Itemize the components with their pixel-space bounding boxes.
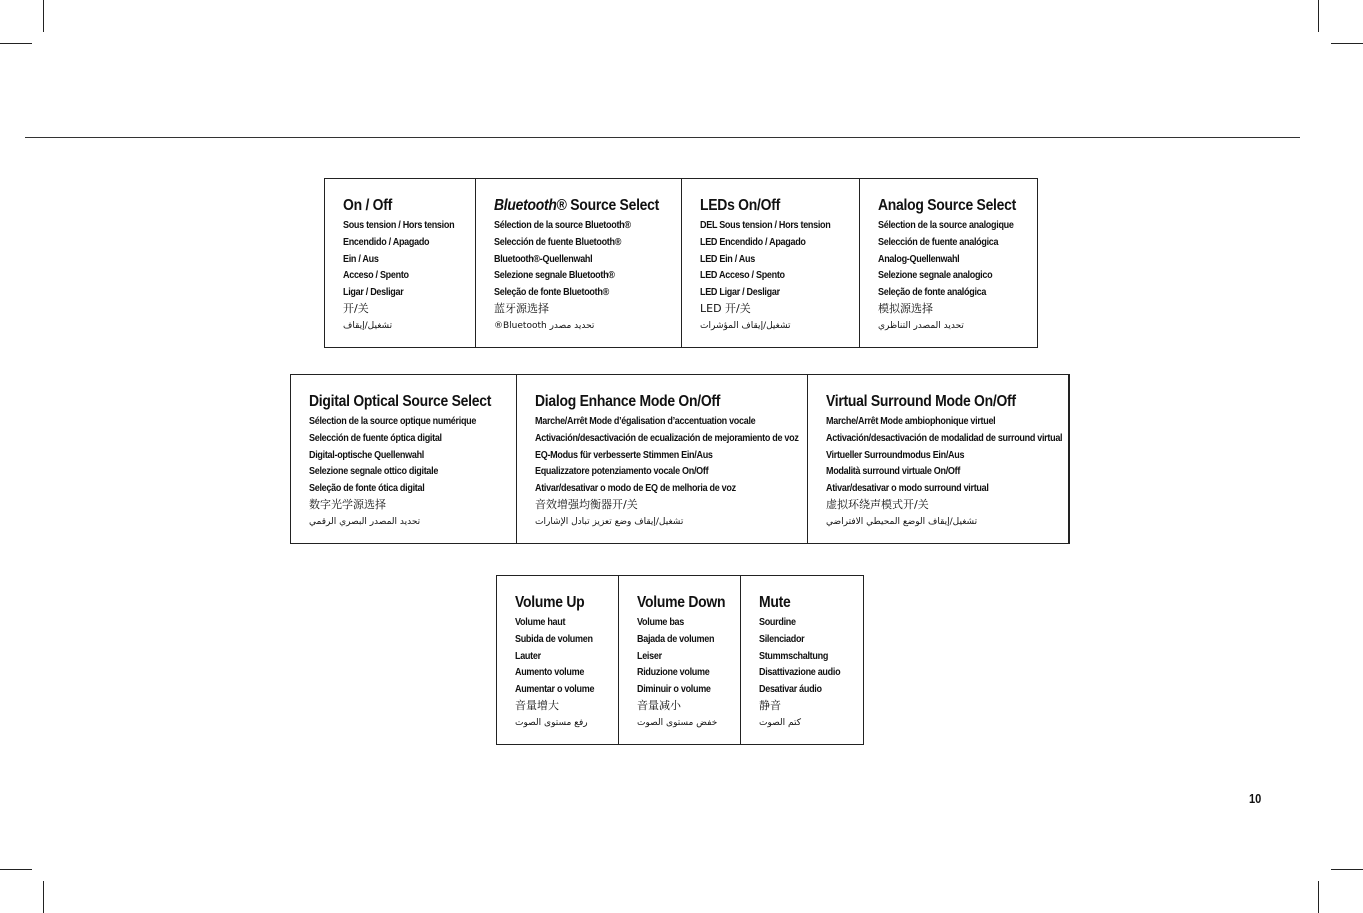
translation-line: Aumentar o volume [515, 683, 595, 696]
translation-line: Acceso / Spento [343, 269, 409, 282]
cell-title [637, 592, 726, 614]
crop-mark [1331, 43, 1363, 44]
button-table-1 [324, 178, 1038, 348]
translation-line: LED Ein / Aus [700, 252, 755, 265]
translation-line: 音量增大 [515, 698, 559, 712]
translation-line: Selección de fuente óptica digital [309, 431, 442, 444]
translation-line: Ein / Aus [343, 252, 379, 265]
crop-mark [43, 0, 44, 32]
translation-line: تشغيل/إيقاف الوضع المحيطي الافتراضي [826, 516, 978, 527]
translation-line: Virtueller Surroundmodus Ein/Aus [826, 448, 965, 461]
translation-line: Sélection de la source analogique [878, 219, 1014, 231]
header-rule [25, 137, 1300, 138]
translation-line: تشغيل/إيقاف المؤشرات [700, 320, 791, 331]
translation-line: Bluetooth®-Quellenwahl [494, 252, 593, 265]
translation-line: Equalizzatore potenziamento vocale On/Off [535, 465, 709, 478]
translation-line: Seleção de fonte analógica [878, 286, 987, 299]
translation-line: Seleção de fonte ótica digital [309, 482, 425, 495]
cell-title-text: Digital Optical Source Select [309, 393, 492, 410]
cell-title [826, 391, 1032, 413]
cell-analog-source [859, 179, 1037, 347]
cell-volume-up [497, 576, 618, 744]
cell-title-text: Virtual Surround Mode On/Off [826, 393, 1016, 410]
translation-line: تحديد مصدر Bluetooth® [494, 320, 595, 331]
cell-title-text: LEDs On/Off [700, 197, 780, 214]
crop-mark [1318, 0, 1319, 32]
translation-line: Sourdine [759, 616, 796, 628]
translation-line: Bajada de volumen [637, 632, 715, 645]
cell-title-text: Volume Up [515, 594, 585, 611]
crop-mark [43, 881, 44, 913]
cell-title [515, 592, 595, 614]
translation-line: Selezione segnale Bluetooth® [494, 269, 615, 282]
translation-line: تشغيل/إيقاف وضع تعزيز تبادل الإشارات [535, 516, 684, 527]
translation-line: Sous tension / Hors tension [343, 219, 455, 231]
translation-line: Subida de volumen [515, 632, 593, 645]
translation-line: Digital-optische Quellenwahl [309, 448, 425, 461]
translation-line: Desativar áudio [759, 683, 822, 696]
cell-mute [740, 576, 863, 744]
cell-title-italic: Bluetooth [494, 197, 557, 214]
cell-leds-on-off [681, 179, 859, 347]
translation-line: LED Ligar / Desligar [700, 286, 780, 299]
translation-line: Activación/desactivación de ecualización de mejoramiento de voz [535, 431, 799, 444]
cell-title [309, 391, 492, 413]
crop-mark [1318, 881, 1319, 913]
crop-mark [1331, 869, 1363, 870]
translation-line: Leiser [637, 649, 662, 662]
translation-line: 静音 [759, 698, 781, 712]
translation-line: 音量减小 [637, 698, 681, 712]
cell-title-text: Mute [759, 594, 791, 611]
translation-line: Diminuir o volume [637, 683, 711, 696]
translation-line: Sélection de la source optique numérique [309, 415, 477, 427]
translation-line: Volume bas [637, 616, 685, 628]
cell-bluetooth-source [475, 179, 681, 347]
translation-line: 模拟源选择 [878, 301, 933, 315]
translation-line: 音效增强均衡器开/关 [535, 497, 638, 511]
translation-line: Seleção de fonte Bluetooth® [494, 286, 609, 299]
cell-title-text: Volume Down [637, 594, 726, 611]
translation-line: 数字光学源选择 [309, 497, 386, 511]
translation-line: Selezione segnale ottico digitale [309, 465, 439, 478]
translation-line: تحديد المصدر البصري الرقمي [309, 516, 421, 527]
cell-title [700, 195, 831, 217]
cell-virtual-surround-mode [807, 375, 1069, 543]
translation-line: Aumento volume [515, 666, 585, 679]
page-number: 10 [1249, 791, 1262, 806]
translation-line: Selección de fuente analógica [878, 235, 999, 248]
translation-line: 开/关 [343, 301, 369, 315]
crop-mark [0, 869, 32, 870]
translation-line: Lauter [515, 649, 541, 662]
translation-line: 蓝牙源选择 [494, 301, 549, 315]
translation-line: Selezione segnale analogico [878, 269, 993, 282]
button-table-3 [496, 575, 864, 745]
cell-digital-optical-source [291, 375, 516, 543]
translation-line: 虚拟环绕声模式开/关 [826, 497, 929, 511]
cell-volume-down [618, 576, 740, 744]
translation-line: Selección de fuente Bluetooth® [494, 235, 622, 248]
translation-line: Ativar/desativar o modo de EQ de melhoria de voz [535, 482, 736, 495]
cell-title [535, 391, 767, 413]
cell-title-text: On / Off [343, 197, 392, 214]
cell-title [878, 195, 1017, 217]
translation-line: Ligar / Desligar [343, 286, 404, 299]
translation-line: Sélection de la source Bluetooth® [494, 219, 631, 231]
translation-line: Ativar/desativar o modo surround virtual [826, 482, 989, 495]
translation-line: DEL Sous tension / Hors tension [700, 219, 831, 231]
translation-line: تشغيل/إيقاف [343, 320, 393, 331]
translation-line: Stummschaltung [759, 649, 829, 662]
translation-line: LED Acceso / Spento [700, 269, 785, 282]
crop-mark [0, 43, 32, 44]
translation-line: كتم الصوت [759, 717, 802, 728]
translation-line: Encendido / Apagado [343, 235, 430, 248]
translation-line: Analog-Quellenwahl [878, 252, 960, 265]
translation-line: Disattivazione audio [759, 666, 841, 679]
translation-line: تحديد المصدر التناظري [878, 320, 964, 331]
cell-title-text: Analog Source Select [878, 197, 1017, 214]
translation-line: Marche/Arrêt Mode ambiophonique virtuel [826, 415, 996, 427]
cell-on-off [325, 179, 475, 347]
cell-dialog-enhance-mode [516, 375, 807, 543]
cell-title-suffix: ® Source Select [556, 197, 660, 214]
translation-line: Modalità surround virtuale On/Off [826, 465, 961, 478]
cell-title [343, 195, 449, 217]
translation-line: Silenciador [759, 632, 805, 645]
translation-line: EQ-Modus für verbesserte Stimmen Ein/Aus [535, 448, 713, 461]
translation-line: LED Encendido / Apagado [700, 235, 806, 248]
translation-line: رفع مستوى الصوت [515, 717, 588, 728]
translation-line: Marche/Arrêt Mode d’égalisation d’accentuation vocale [535, 415, 756, 427]
cell-title-text: Dialog Enhance Mode On/Off [535, 393, 721, 410]
translation-line: Riduzione volume [637, 666, 710, 679]
button-table-2 [290, 374, 1070, 544]
translation-line: Activación/desactivación de modalidad de surround virtual [826, 431, 1063, 444]
cell-title [494, 195, 660, 217]
translation-line: خفض مستوى الصوت [637, 717, 718, 728]
cell-title [759, 592, 840, 614]
translation-line: Volume haut [515, 616, 566, 628]
translation-line: LED 开/关 [700, 301, 751, 315]
